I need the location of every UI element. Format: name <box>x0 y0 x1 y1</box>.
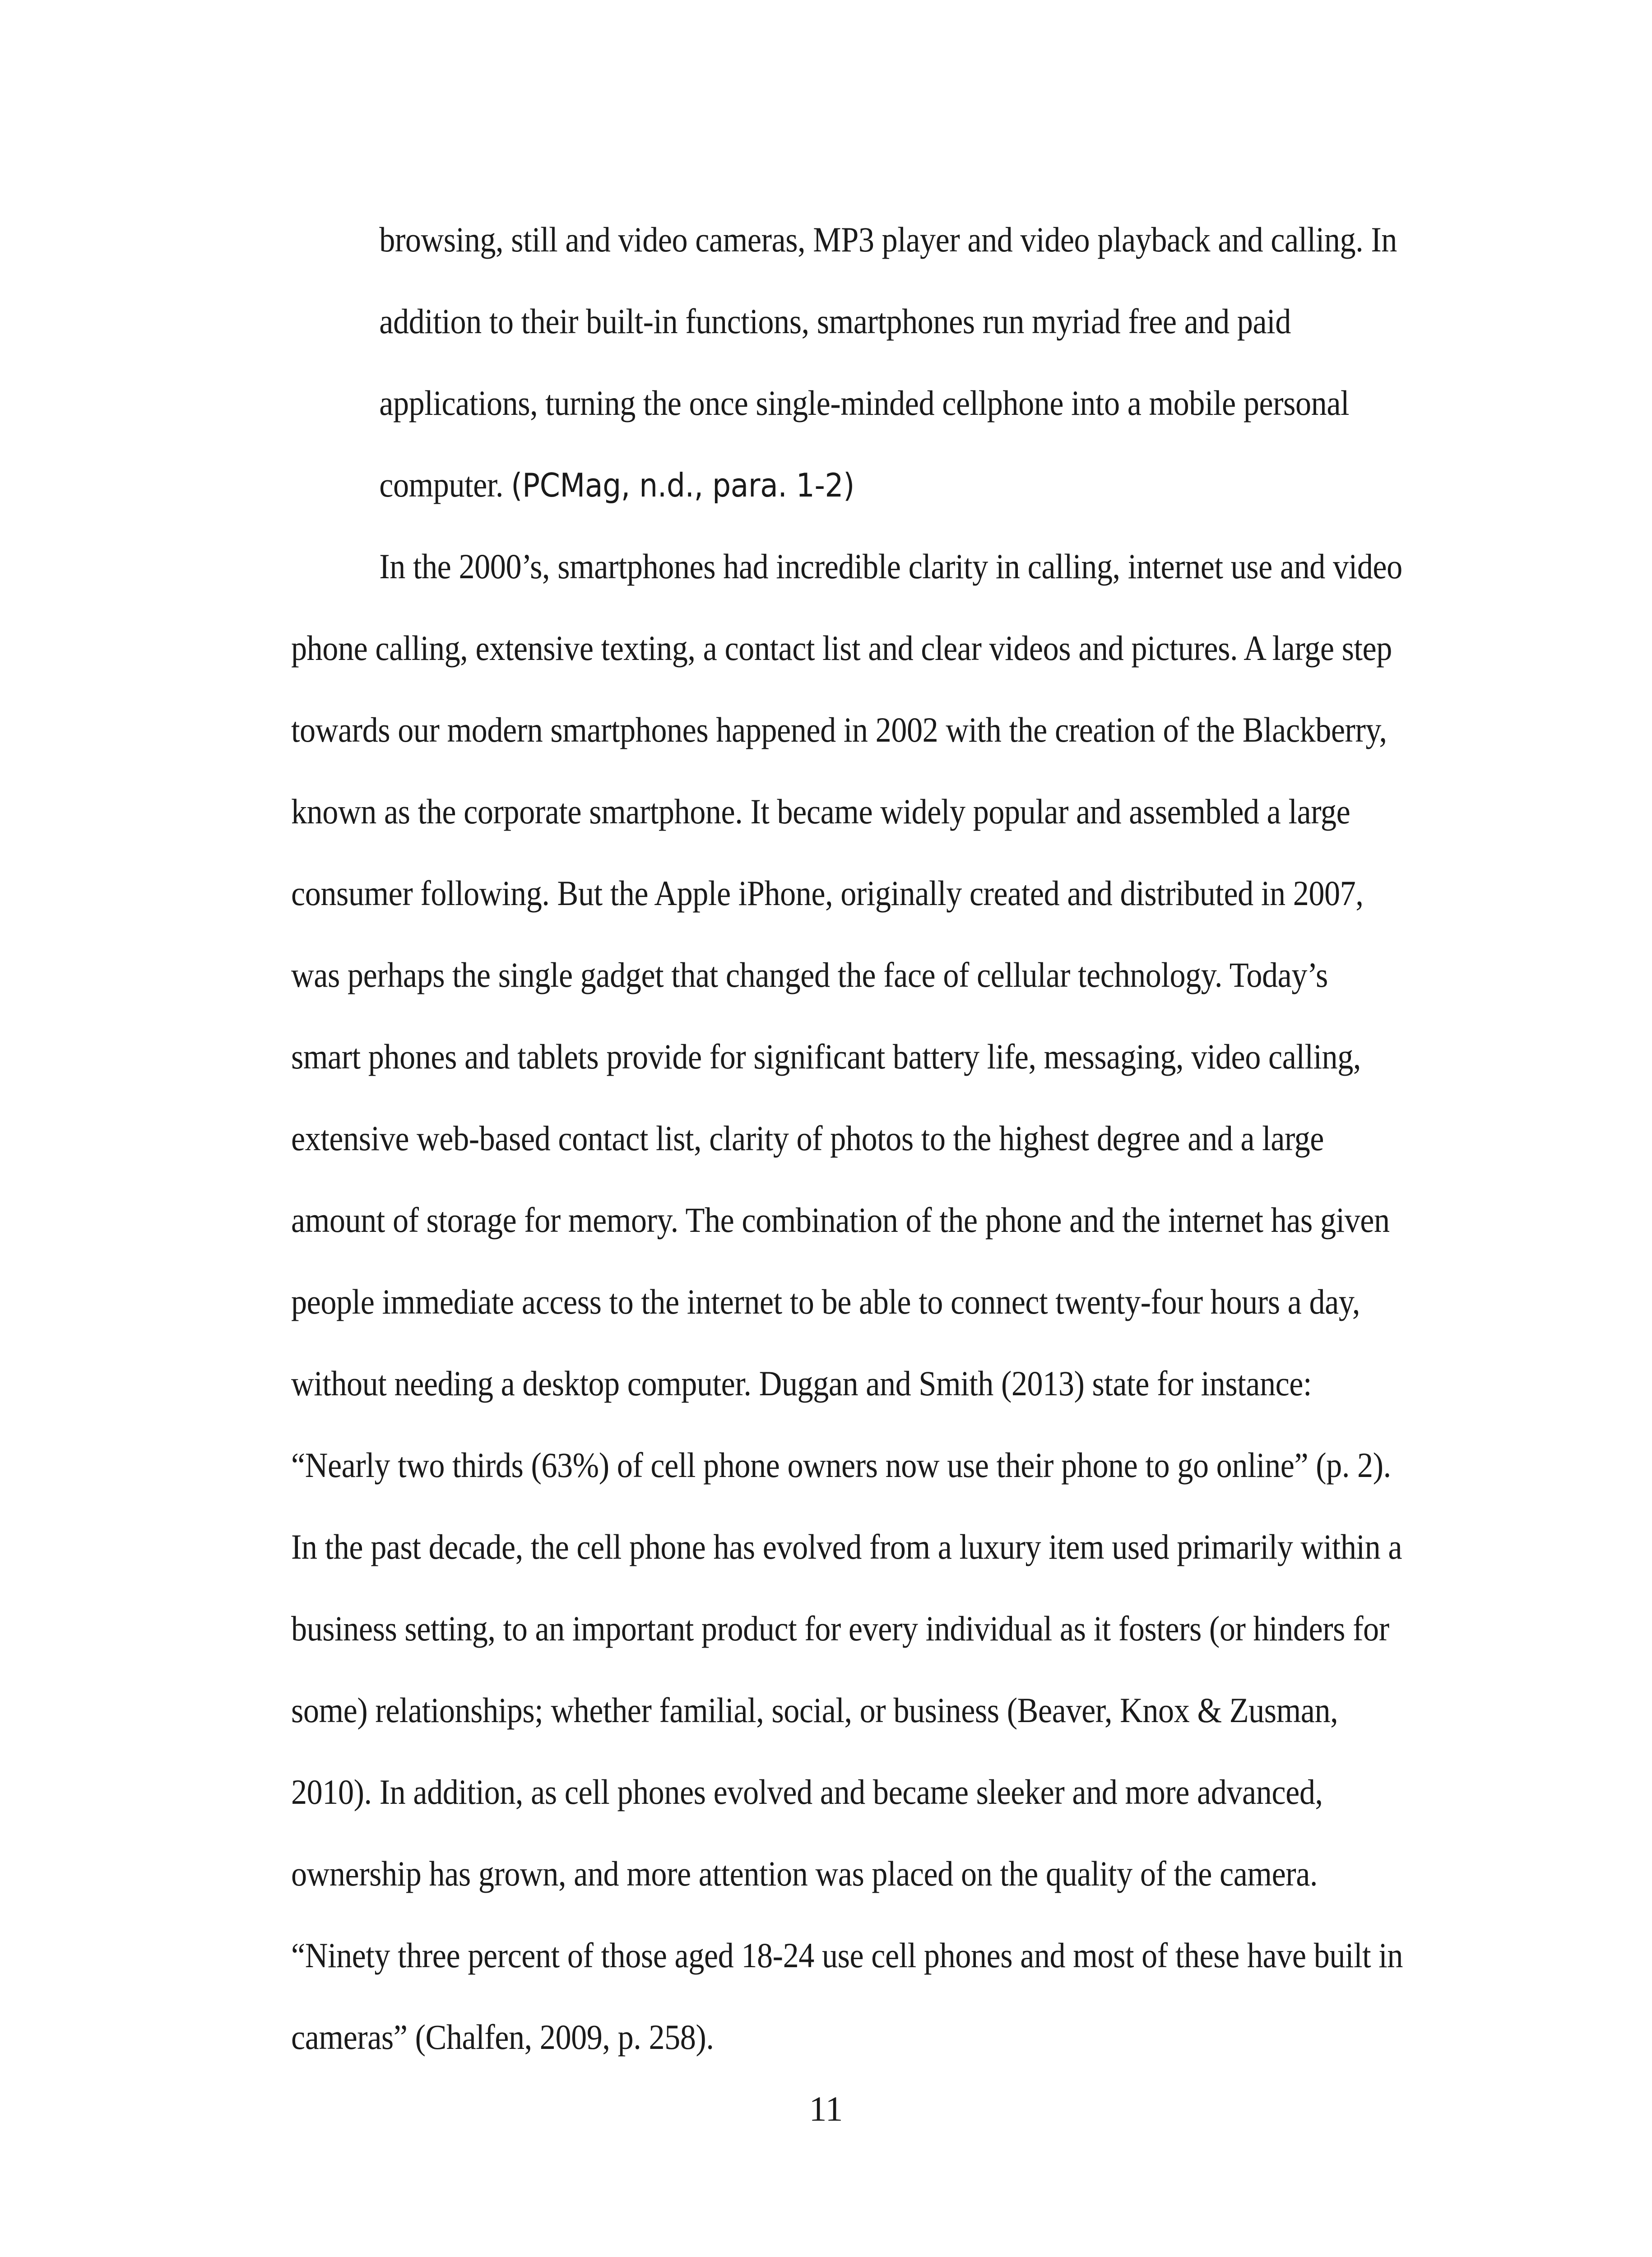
block-quote-line: addition to their built-in functions, smartphones run myriad free and paid <box>379 302 1291 341</box>
paragraph-line: 2010). In addition, as cell phones evolved and became sleeker and more advanced, <box>291 1772 1323 1811</box>
block-quote-last-line <box>291 444 1355 525</box>
block-quote-line: applications, turning the once single-minded cellphone into a mobile personal <box>379 383 1350 423</box>
block-quote-citation: (PCMag, n.d., para. 1-2) <box>511 466 854 504</box>
paragraph-line: smart phones and tablets provide for significant battery life, messaging, video calling, <box>291 1037 1361 1076</box>
paragraph-line: phone calling, extensive texting, a contact list and clear videos and pictures. A large step <box>291 628 1392 668</box>
paragraph-line: cameras” (Chalfen, 2009, p. 258). <box>291 2017 714 2057</box>
block-quote-text: computer. <box>379 465 511 504</box>
paragraph-first-line: In the 2000’s, smartphones had incredible clarity in calling, internet use and video <box>379 547 1402 586</box>
body-text <box>291 199 1474 2078</box>
paragraph <box>291 525 1474 2078</box>
paragraph-line: In the past decade, the cell phone has evolved from a luxury item used primarily within a <box>291 1527 1402 1566</box>
paragraph-line: without needing a desktop computer. Duggan and Smith (2013) state for instance: <box>291 1364 1312 1403</box>
paragraph-line: extensive web-based contact list, clarity of photos to the highest degree and a large <box>291 1119 1324 1158</box>
page-number: 11 <box>809 2089 843 2128</box>
paragraph-line: business setting, to an important product for every individual as it fosters (or hinders for <box>291 1609 1389 1648</box>
paragraph-line: “Ninety three percent of those aged 18-24 use cell phones and most of these have built in <box>291 1936 1403 1975</box>
paragraph-line: ownership has grown, and more attention was placed on the quality of the camera. <box>291 1854 1318 1893</box>
paragraph-line: amount of storage for memory. The combination of the phone and the internet has given <box>291 1200 1390 1240</box>
paragraph-line: some) relationships; whether familial, social, or business (Beaver, Knox & Zusman, <box>291 1690 1338 1730</box>
paragraph-line: “Nearly two thirds (63%) of cell phone owners now use their phone to go online” (p. 2). <box>291 1445 1391 1485</box>
paragraph-line: was perhaps the single gadget that changed the face of cellular technology. Today’s <box>291 955 1328 994</box>
paragraph-line: people immediate access to the internet to be able to connect twenty-four hours a day, <box>291 1282 1360 1321</box>
paragraph-line: towards our modern smartphones happened in 2002 with the creation of the Blackberry, <box>291 710 1387 749</box>
block-quote <box>291 199 1474 525</box>
block-quote-line: browsing, still and video cameras, MP3 player and video playback and calling. In <box>379 220 1397 259</box>
paragraph-line: consumer following. But the Apple iPhone, originally created and distributed in 2007, <box>291 873 1364 913</box>
paragraph-line: known as the corporate smartphone. It became widely popular and assembled a large <box>291 792 1350 831</box>
